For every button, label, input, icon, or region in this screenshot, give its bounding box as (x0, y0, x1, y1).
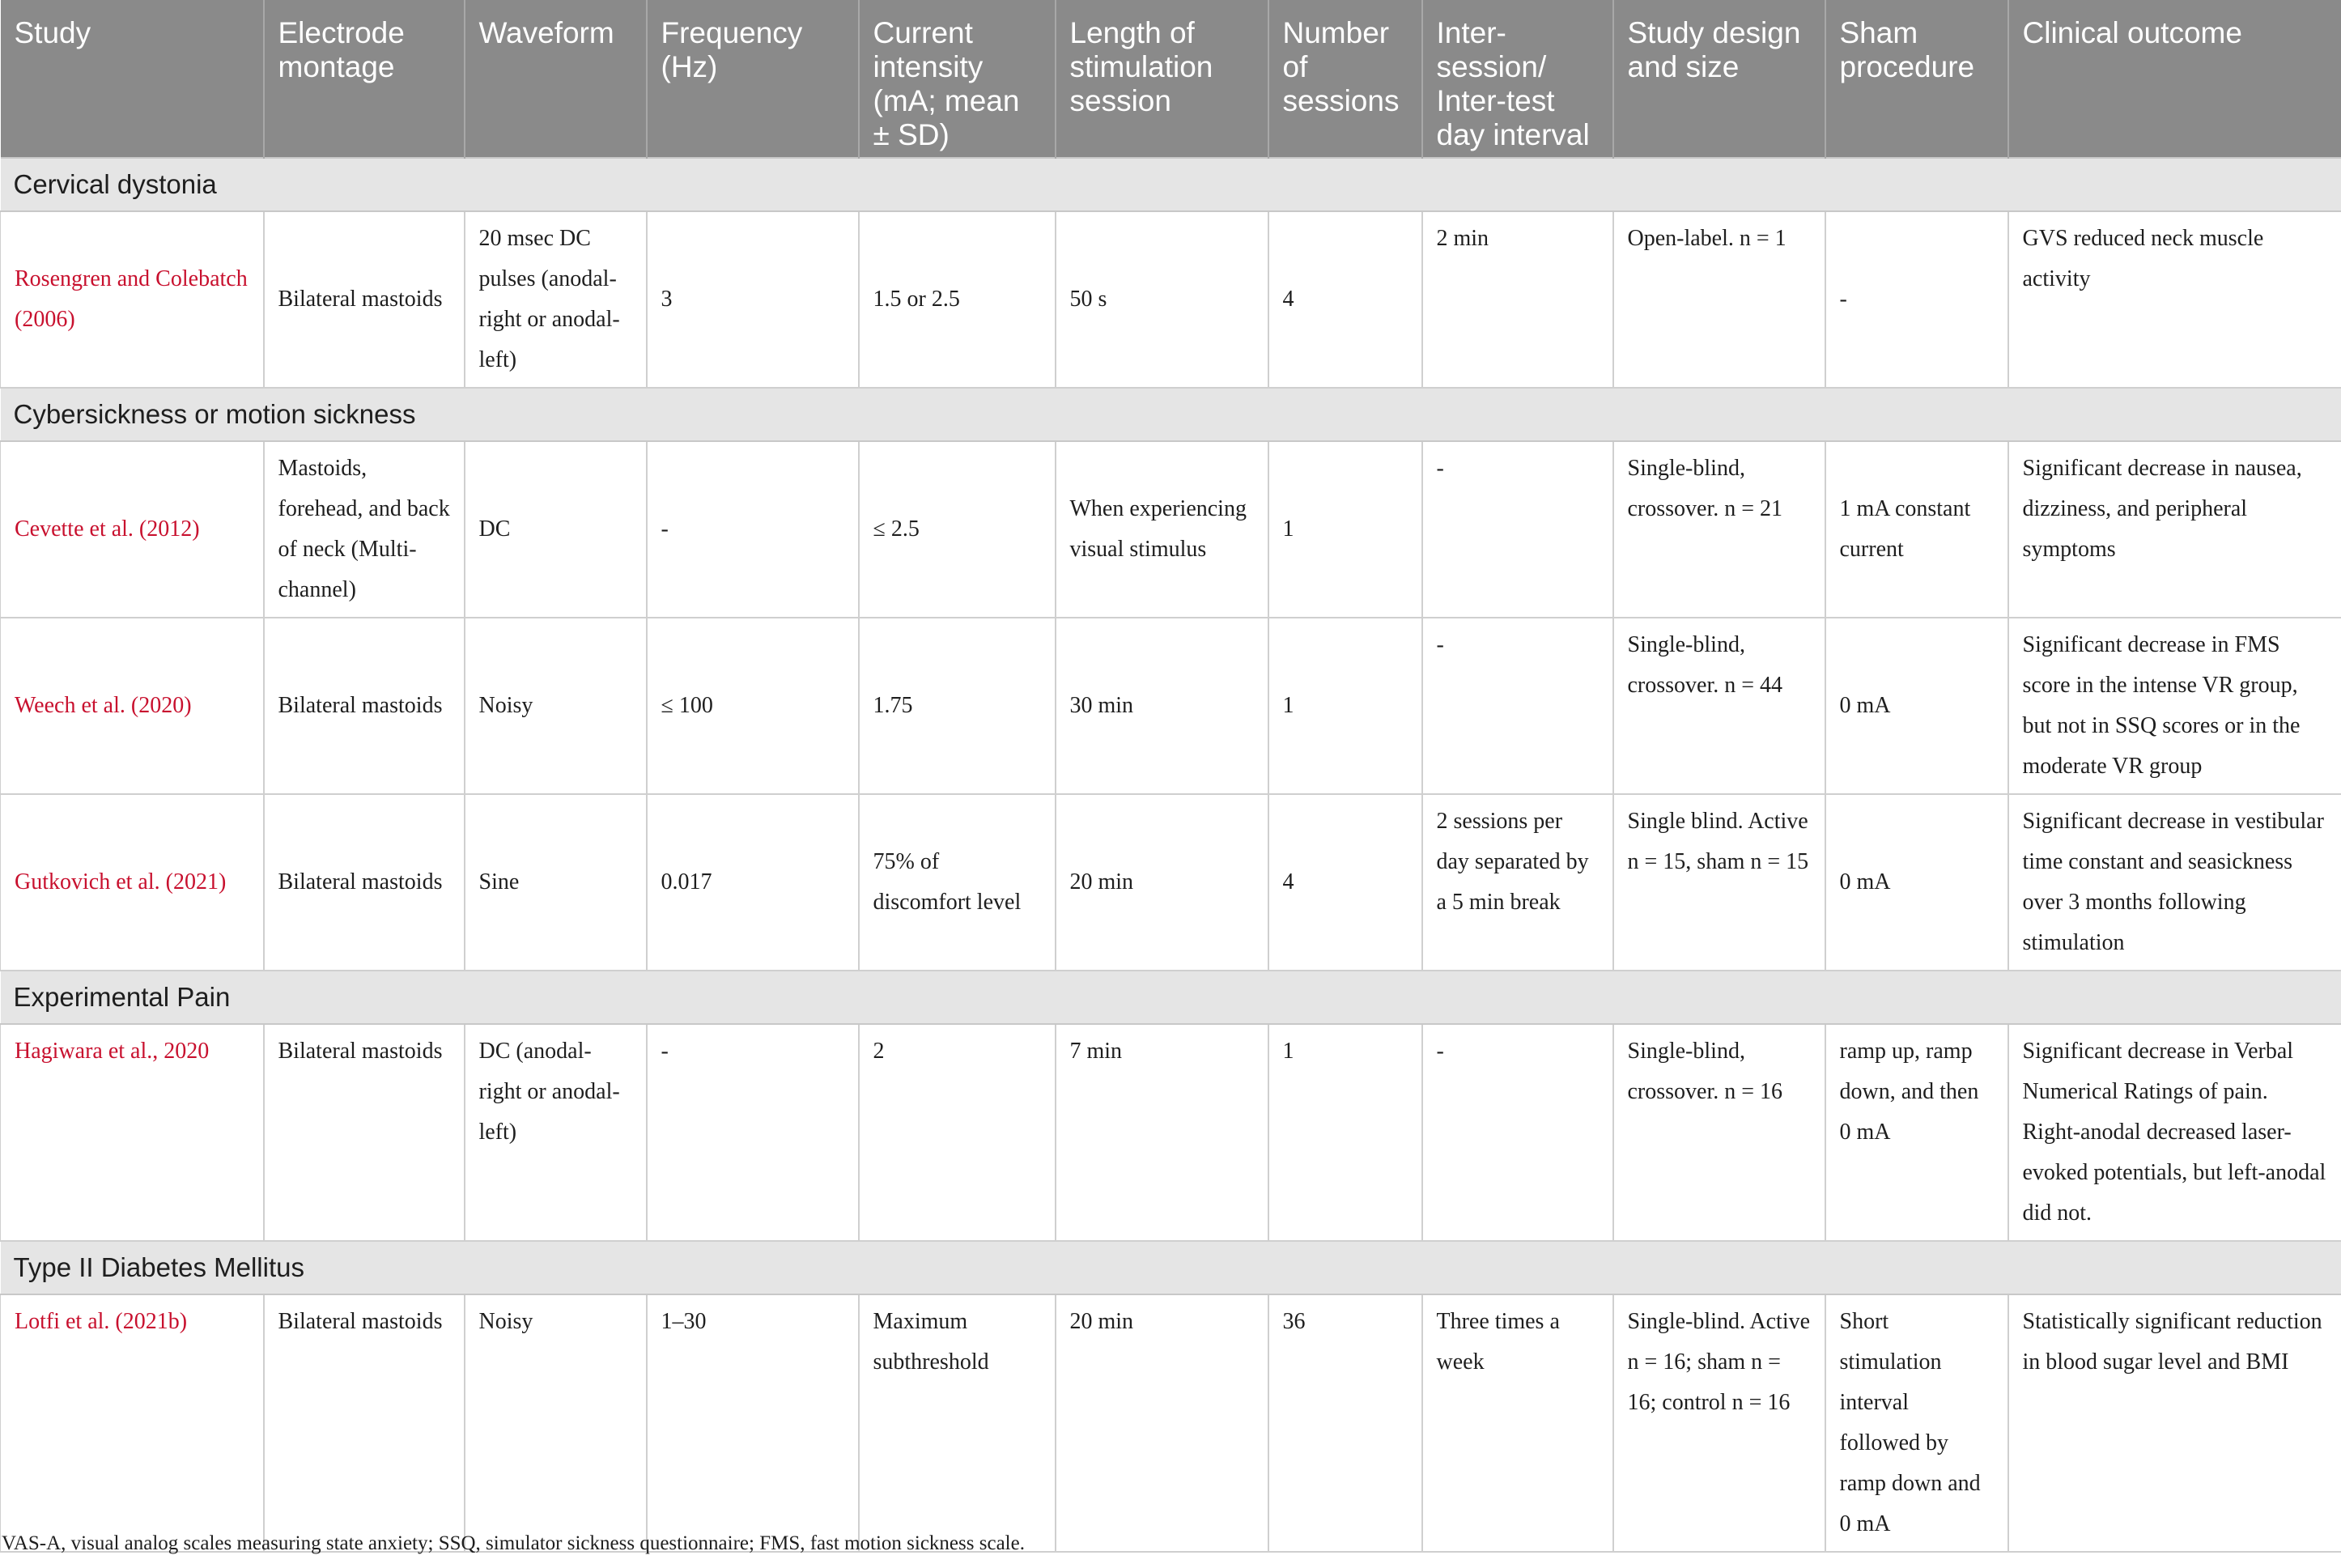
sham-procedure-cell: Short stimulation interval followed by ramp down and 0 mA (1825, 1294, 2008, 1552)
session-length-cell: When experiencing visual stimulus (1056, 441, 1268, 618)
header-waveform: Waveform (465, 0, 647, 158)
number-of-sessions-cell: 4 (1268, 211, 1422, 388)
frequency-cell: - (647, 1024, 859, 1241)
electrode-montage-cell: Bilateral mastoids (264, 1024, 465, 1241)
current-intensity-cell: 1.75 (859, 618, 1056, 794)
waveform-cell: Sine (465, 794, 647, 971)
number-of-sessions-cell: 1 (1268, 441, 1422, 618)
interval-cell: - (1422, 441, 1613, 618)
clinical-outcome-cell: Significant decrease in nausea, dizziness, and peripheral symptoms (2008, 441, 2341, 618)
table-row (1, 794, 2341, 971)
header-electrode-montage: Electrode montage (264, 0, 465, 158)
interval-cell: - (1422, 1024, 1613, 1241)
section-header-row (1, 158, 2341, 211)
electrode-montage-cell: Bilateral mastoids (264, 211, 465, 388)
study-cell[interactable]: Gutkovich et al. (2021) (1, 794, 264, 971)
sham-procedure-cell: ramp up, ramp down, and then 0 mA (1825, 1024, 2008, 1241)
number-of-sessions-cell: 4 (1268, 794, 1422, 971)
study-cell[interactable]: Cevette et al. (2012) (1, 441, 264, 618)
clinical-outcome-cell: Significant decrease in FMS score in the intense VR group, but not in SSQ scores or in the moderate VR group (2008, 618, 2341, 794)
header-clinical-outcome: Clinical outcome (2008, 0, 2341, 158)
study-design-cell: Single blind. Active n = 15, sham n = 15 (1613, 794, 1825, 971)
frequency-cell: 1–30 (647, 1294, 859, 1552)
section-header-row (1, 971, 2341, 1024)
current-intensity-cell: Maximum subthreshold (859, 1294, 1056, 1552)
study-cell[interactable]: Lotfi et al. (2021b) (1, 1294, 264, 1552)
study-cell[interactable]: Rosengren and Colebatch (2006) (1, 211, 264, 388)
session-length-cell: 20 min (1056, 794, 1268, 971)
table-body (1, 158, 2341, 1552)
clinical-outcome-cell: Significant decrease in Verbal Numerical Ratings of pain. Right-anodal decreased laser-evoked potentials, but left-anodal did not. (2008, 1024, 2341, 1241)
table-row (1, 1294, 2341, 1552)
electrode-montage-cell: Bilateral mastoids (264, 618, 465, 794)
header-number-of-sessions: Number of sessions (1268, 0, 1422, 158)
interval-cell: 2 sessions per day separated by a 5 min break (1422, 794, 1613, 971)
electrode-montage-cell: Bilateral mastoids (264, 1294, 465, 1552)
header-interval: Inter-session/ Inter-test day interval (1422, 0, 1613, 158)
session-length-cell: 30 min (1056, 618, 1268, 794)
waveform-cell: DC (465, 441, 647, 618)
section-title: Cybersickness or motion sickness (1, 388, 2341, 441)
number-of-sessions-cell: 1 (1268, 1024, 1422, 1241)
sham-procedure-cell: 0 mA (1825, 618, 2008, 794)
header-study: Study (1, 0, 264, 158)
frequency-cell: 3 (647, 211, 859, 388)
interval-cell: - (1422, 618, 1613, 794)
electrode-montage-cell: Bilateral mastoids (264, 794, 465, 971)
header-current-intensity: Current intensity (mA; mean ± SD) (859, 0, 1056, 158)
study-design-cell: Open-label. n = 1 (1613, 211, 1825, 388)
current-intensity-cell: 2 (859, 1024, 1056, 1241)
header-row (1, 0, 2341, 158)
header-sham-procedure: Sham procedure (1825, 0, 2008, 158)
interval-cell: Three times a week (1422, 1294, 1613, 1552)
study-cell[interactable]: Weech et al. (2020) (1, 618, 264, 794)
session-length-cell: 7 min (1056, 1024, 1268, 1241)
section-header-row (1, 1241, 2341, 1294)
header-session-length: Length of stimulation session (1056, 0, 1268, 158)
table-row (1, 618, 2341, 794)
frequency-cell: - (647, 441, 859, 618)
clinical-outcome-cell: GVS reduced neck muscle activity (2008, 211, 2341, 388)
frequency-cell: 0.017 (647, 794, 859, 971)
header-study-design: Study design and size (1613, 0, 1825, 158)
clinical-outcome-cell: Statistically significant reduction in blood sugar level and BMI (2008, 1294, 2341, 1552)
study-design-cell: Single-blind, crossover. n = 21 (1613, 441, 1825, 618)
section-header-row (1, 388, 2341, 441)
table-footnote: VAS-A, visual analog scales measuring state anxiety; SSQ, simulator sickness questionnaire; FMS, fast motion sickness scale. (2, 1532, 1025, 1554)
section-title: Type II Diabetes Mellitus (1, 1241, 2341, 1294)
waveform-cell: DC (anodal-right or anodal-left) (465, 1024, 647, 1241)
electrode-montage-cell: Mastoids, forehead, and back of neck (Multi-channel) (264, 441, 465, 618)
table-row (1, 211, 2341, 388)
interval-cell: 2 min (1422, 211, 1613, 388)
session-length-cell: 50 s (1056, 211, 1268, 388)
sham-procedure-cell: - (1825, 211, 2008, 388)
study-design-cell: Single-blind, crossover. n = 44 (1613, 618, 1825, 794)
frequency-cell: ≤ 100 (647, 618, 859, 794)
section-title: Experimental Pain (1, 971, 2341, 1024)
header-frequency: Frequency (Hz) (647, 0, 859, 158)
sham-procedure-cell: 0 mA (1825, 794, 2008, 971)
section-title: Cervical dystonia (1, 158, 2341, 211)
study-cell[interactable]: Hagiwara et al., 2020 (1, 1024, 264, 1241)
study-design-cell: Single-blind. Active n = 16; sham n = 16; control n = 16 (1613, 1294, 1825, 1552)
session-length-cell: 20 min (1056, 1294, 1268, 1552)
table-row (1, 441, 2341, 618)
clinical-outcome-cell: Significant decrease in vestibular time constant and seasickness over 3 months following stimulation (2008, 794, 2341, 971)
waveform-cell: Noisy (465, 1294, 647, 1552)
table-row (1, 1024, 2341, 1241)
sham-procedure-cell: 1 mA constant current (1825, 441, 2008, 618)
waveform-cell: Noisy (465, 618, 647, 794)
study-design-cell: Single-blind, crossover. n = 16 (1613, 1024, 1825, 1241)
number-of-sessions-cell: 36 (1268, 1294, 1422, 1552)
waveform-cell: 20 msec DC pulses (anodal-right or anodal-left) (465, 211, 647, 388)
current-intensity-cell: ≤ 2.5 (859, 441, 1056, 618)
current-intensity-cell: 1.5 or 2.5 (859, 211, 1056, 388)
number-of-sessions-cell: 1 (1268, 618, 1422, 794)
current-intensity-cell: 75% of discomfort level (859, 794, 1056, 971)
